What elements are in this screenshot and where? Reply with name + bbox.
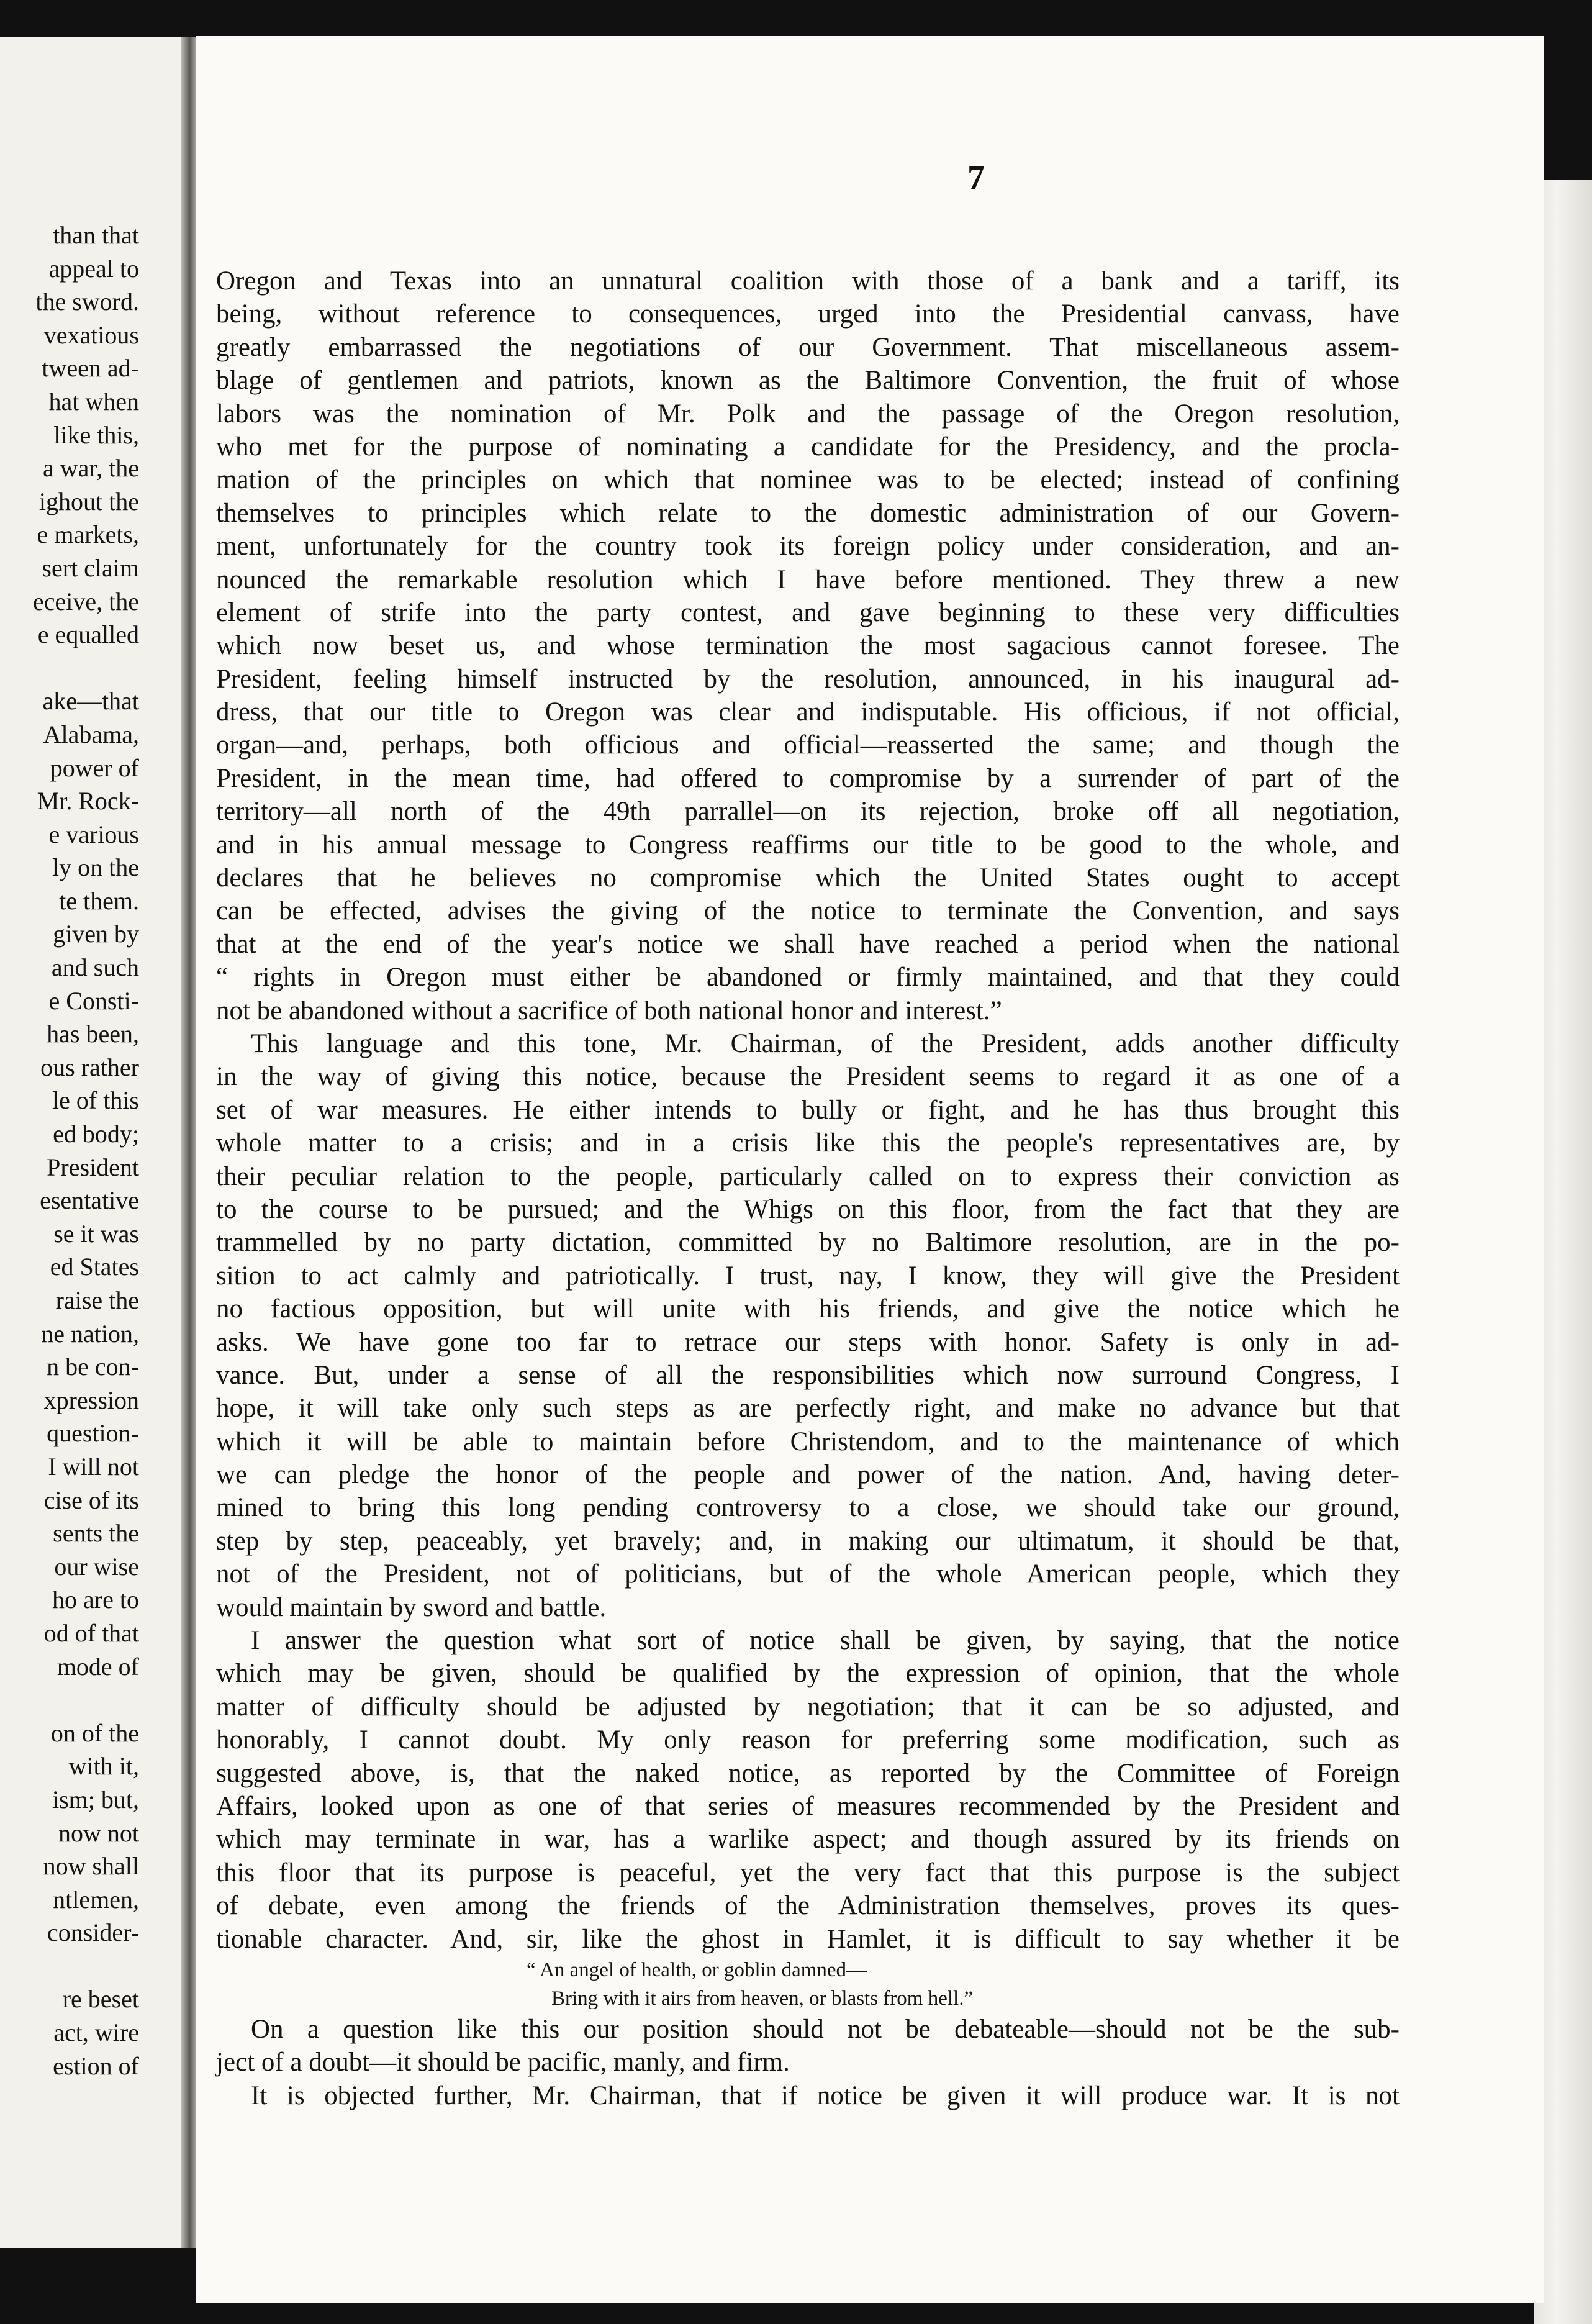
text-line: ject of a doubt—it should be pacific, manly, and firm. bbox=[216, 2048, 790, 2077]
left-page-line: te them. bbox=[59, 886, 139, 915]
text-line: honorably, I cannot doubt. My only reason for preferring some modification, such as bbox=[216, 1725, 1400, 1755]
body-text bbox=[216, 265, 1400, 2112]
text-line: organ—and, perhaps, both officious and official—reasserted the same; and though the bbox=[216, 730, 1400, 760]
text-line: President, in the mean time, had offered to compromise by a surrender of part of the bbox=[216, 763, 1400, 793]
hamlet-quotation bbox=[216, 1956, 1400, 2013]
left-page-line: od of that bbox=[43, 1618, 139, 1647]
text-line: asks. We have gone too far to retrace our steps with honor. Safety is only in ad- bbox=[216, 1327, 1400, 1357]
left-page-line: appeal to bbox=[48, 254, 139, 283]
text-line: dress, that our title to Oregon was clear and indisputable. His officious, if not official, bbox=[216, 697, 1400, 727]
text-line: This language and this tone, Mr. Chairman, of the President, adds another difficulty bbox=[251, 1028, 1400, 1058]
left-page-line: power of bbox=[50, 753, 139, 782]
text-line: vance. But, under a sense of all the responsibilities which now surround Congress, I bbox=[216, 1360, 1400, 1390]
text-line: whole matter to a crisis; and in a crisis like this the people's representatives are, by bbox=[216, 1128, 1400, 1158]
text-line: mation of the principles on which that nominee was to be elected; instead of confining bbox=[216, 465, 1400, 495]
text-line: tionable character. And, sir, like the ghost in Hamlet, it is difficult to say whether it be bbox=[216, 1924, 1400, 1954]
left-page-line bbox=[0, 1950, 139, 1983]
left-page-line: vexatious bbox=[43, 320, 139, 349]
left-page-line: cise of its bbox=[43, 1486, 139, 1514]
text-line: which may terminate in war, has a warlike aspect; and though assured by its friends on bbox=[216, 1825, 1400, 1854]
text-line: President, feeling himself instructed by the resolution, announced, in his inaugural ad- bbox=[216, 664, 1400, 694]
left-page-line: ho are to bbox=[52, 1586, 139, 1614]
left-page-line: n be con- bbox=[47, 1353, 139, 1381]
text-line: On a question like this our position should not be debateable—should not be the sub- bbox=[251, 2014, 1400, 2044]
main-page bbox=[196, 36, 1544, 2303]
page-number: 7 bbox=[967, 158, 985, 197]
left-page-line: our wise bbox=[54, 1552, 139, 1581]
left-page-line: ne nation, bbox=[41, 1319, 139, 1348]
left-page-line: re beset bbox=[62, 1985, 139, 2013]
speech-paragraphs bbox=[216, 265, 1400, 1956]
left-page-line bbox=[0, 651, 139, 685]
left-page-line: given by bbox=[53, 920, 139, 948]
text-line: “ rights in Oregon must either be abandoned or firmly maintained, and that they could bbox=[216, 963, 1400, 992]
left-page-text-fragments bbox=[0, 219, 139, 2082]
left-page-line: than that bbox=[53, 221, 139, 249]
left-page-line: estion of bbox=[53, 2051, 139, 2080]
left-page-line: with it, bbox=[68, 1752, 139, 1781]
left-page-line: ly on the bbox=[52, 853, 139, 882]
text-line: declares that he believes no compromise which the United States ought to accept bbox=[216, 863, 1400, 893]
left-page-line: like this, bbox=[53, 420, 139, 449]
text-line: trammelled by no party dictation, committed by no Baltimore resolution, are in the po- bbox=[216, 1228, 1400, 1258]
left-page-line: e various bbox=[48, 820, 139, 848]
left-page-line: esentative bbox=[40, 1186, 139, 1215]
text-line: Affairs, looked upon as one of that series of measures recommended by the President and bbox=[216, 1791, 1400, 1821]
text-line: It is objected further, Mr. Chairman, that if notice be given it will produce war. It is not bbox=[251, 2081, 1400, 2110]
text-line: which may be given, should be qualified by the expression of opinion, that the whole bbox=[216, 1659, 1400, 1689]
left-page-line: now shall bbox=[43, 1852, 139, 1881]
left-page-line: ed States bbox=[50, 1253, 139, 1281]
text-line: no factious opposition, but will unite with his friends, and give the notice which he bbox=[216, 1294, 1400, 1324]
left-page-line: the sword. bbox=[35, 288, 139, 316]
text-line: Oregon and Texas into an unnatural coalition with those of a bank and a tariff, its bbox=[216, 266, 1400, 296]
text-line: can be effected, advises the giving of the notice to terminate the Convention, and says bbox=[216, 896, 1400, 926]
text-line: labors was the nomination of Mr. Polk and the passage of the Oregon resolution, bbox=[216, 399, 1400, 429]
left-page-line: ous rather bbox=[40, 1053, 139, 1081]
closing-paragraphs bbox=[216, 2013, 1400, 2112]
left-page-line: e Consti- bbox=[48, 986, 139, 1015]
text-line: to the course to be pursued; and the Whigs on this floor, from the fact that they are bbox=[216, 1194, 1400, 1224]
text-line: element of strife into the party contest, and gave beginning to these very difficulties bbox=[216, 597, 1400, 627]
left-page-line: Mr. Rock- bbox=[37, 787, 139, 815]
left-page-line: sert claim bbox=[42, 553, 139, 582]
text-line: and in his annual message to Congress reaffirms our title to be good to the whole, and bbox=[216, 830, 1400, 860]
text-line: sition to act calmly and patriotically. I trust, nay, I know, they will give the President bbox=[216, 1261, 1400, 1291]
left-page-line: act, wire bbox=[53, 2018, 139, 2047]
text-line: would maintain by sword and battle. bbox=[216, 1592, 607, 1622]
left-page-line: Alabama, bbox=[43, 720, 139, 748]
left-page-line: ake—that bbox=[42, 687, 139, 715]
left-page-line: se it was bbox=[53, 1219, 139, 1248]
text-line: nounced the remarkable resolution which I have before mentioned. They threw a new bbox=[216, 565, 1400, 594]
text-line: of debate, even among the friends of the Administration themselves, proves its ques- bbox=[216, 1891, 1400, 1921]
left-page-line: e equalled bbox=[37, 620, 139, 649]
left-page-line: sents the bbox=[53, 1519, 139, 1548]
quote-line: Bring with it airs from heaven, or blasts from hell.” bbox=[551, 1987, 974, 2010]
text-line: that at the end of the year's notice we shall have reached a period when the national bbox=[216, 929, 1400, 959]
left-page-line: le of this bbox=[52, 1086, 139, 1115]
quote-line: “ An angel of health, or goblin damned— bbox=[527, 1958, 867, 1981]
text-line: matter of difficulty should be adjusted by negotiation; that it can be so adjusted, and bbox=[216, 1692, 1400, 1722]
text-line: greatly embarrassed the negotiations of our Government. That miscellaneous assem- bbox=[216, 332, 1400, 362]
left-page-line: e markets, bbox=[37, 520, 139, 549]
text-line: step by step, peaceably, yet bravely; and, in making our ultimatum, it should be that, bbox=[216, 1526, 1400, 1556]
text-line: not of the President, not of politicians, but of the whole American people, which they bbox=[216, 1559, 1400, 1589]
left-page-line: has been, bbox=[47, 1020, 139, 1048]
text-line: who met for the purpose of nominating a candidate for the Presidency, and the procla- bbox=[216, 432, 1400, 461]
text-line: blage of gentlemen and patriots, known as the Baltimore Convention, the fruit of whose bbox=[216, 366, 1400, 396]
text-line: hope, it will take only such steps as are perfectly right, and make no advance but that bbox=[216, 1394, 1400, 1423]
left-page-line: hat when bbox=[48, 387, 139, 415]
left-page-line: I will not bbox=[48, 1452, 139, 1481]
left-page-line: now not bbox=[58, 1818, 139, 1847]
left-page-line: on of the bbox=[50, 1718, 139, 1747]
text-line: which it will be able to maintain before Christendom, and to the maintenance of which bbox=[216, 1427, 1400, 1456]
left-page-line bbox=[0, 1683, 139, 1717]
text-line: suggested above, is, that the naked notice, as reported by the Committee of Foreign bbox=[216, 1758, 1400, 1788]
left-page-line: question- bbox=[47, 1419, 139, 1448]
left-facing-page bbox=[0, 37, 186, 2248]
left-page-line: ism; but, bbox=[52, 1785, 139, 1813]
text-line: being, without reference to consequences, urged into the Presidential canvass, have bbox=[216, 299, 1400, 329]
left-page-line: ed body; bbox=[53, 1120, 139, 1148]
text-line: which now beset us, and whose termination the most sagacious cannot foresee. The bbox=[216, 631, 1400, 661]
left-page-line: and such bbox=[51, 953, 139, 982]
left-page-line: raise the bbox=[55, 1286, 139, 1314]
left-page-line: consider- bbox=[47, 1918, 139, 1947]
text-line: territory—all north of the 49th parrallel—on its rejection, broke off all negotiation, bbox=[216, 797, 1400, 827]
text-line: in the way of giving this notice, because the President seems to regard it as one of a bbox=[216, 1062, 1400, 1092]
text-line: set of war measures. He either intends to bully or fight, and he has thus brought this bbox=[216, 1095, 1400, 1125]
text-line: we can pledge the honor of the people and power of the nation. And, having deter- bbox=[216, 1460, 1400, 1490]
left-page-line: mode of bbox=[57, 1652, 139, 1681]
text-line: their peculiar relation to the people, particularly called on to express their conviction as bbox=[216, 1161, 1400, 1191]
text-line: this floor that its purpose is peaceful, yet the very fact that this purpose is the subject bbox=[216, 1858, 1400, 1887]
left-page-line: tween ad- bbox=[42, 354, 139, 383]
text-line: not be abandoned without a sacrifice of both national honor and interest.” bbox=[216, 996, 1002, 1025]
left-page-line: xpression bbox=[43, 1386, 139, 1414]
left-page-line: a war, the bbox=[43, 454, 139, 483]
left-page-line: ntlemen, bbox=[53, 1885, 139, 1913]
left-page-line: eceive, the bbox=[33, 587, 139, 615]
text-line: I answer the question what sort of notice shall be given, by saying, that the notice bbox=[251, 1626, 1400, 1656]
text-line: themselves to principles which relate to the domestic administration of our Govern- bbox=[216, 498, 1400, 528]
text-line: mined to bring this long pending controversy to a close, we should take our ground, bbox=[216, 1493, 1400, 1523]
text-line: ment, unfortunately for the country took its foreign policy under consideration, and an- bbox=[216, 532, 1400, 561]
left-page-line: President bbox=[47, 1153, 139, 1181]
left-page-line: ighout the bbox=[38, 487, 139, 515]
